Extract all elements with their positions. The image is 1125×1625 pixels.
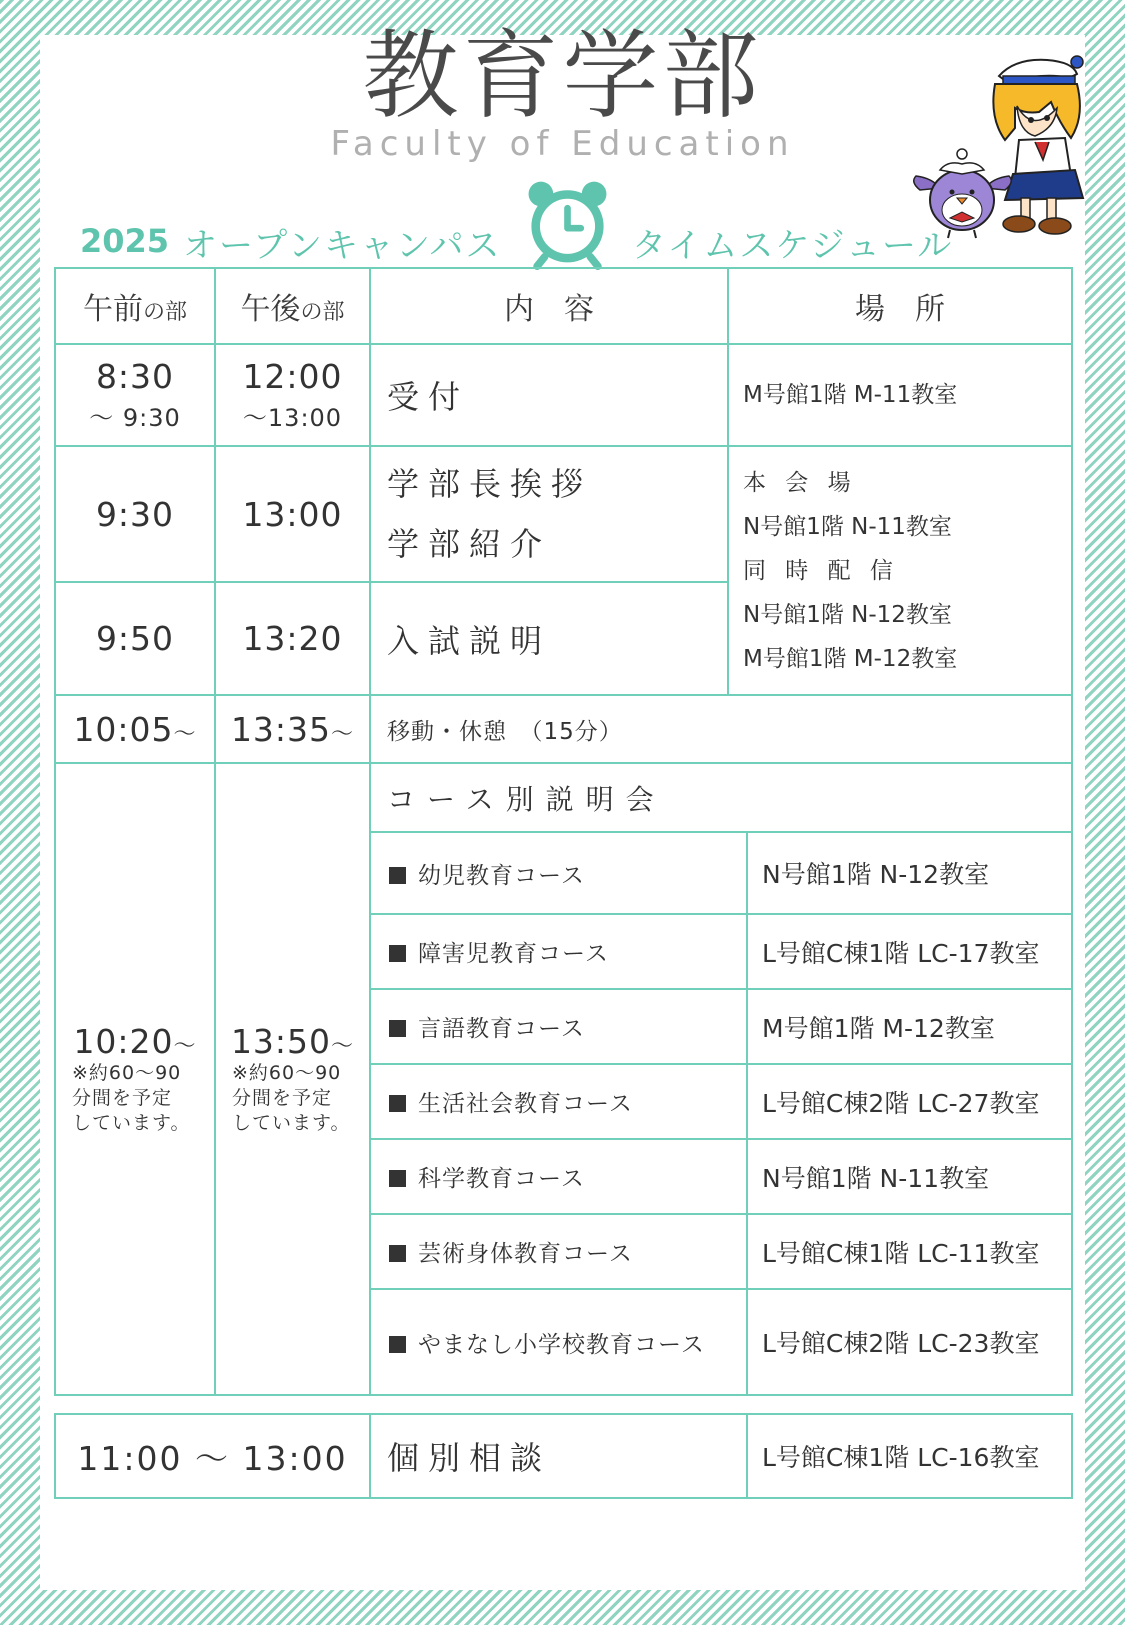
- greeting-pm-time: 13:00: [215, 446, 370, 582]
- page-title: 教育学部: [362, 20, 763, 132]
- header-am: 午前の部: [55, 268, 215, 344]
- table-row-course-heading: [55, 763, 1072, 832]
- table-row-break: [55, 695, 1072, 763]
- header-content: 内 容: [370, 268, 728, 344]
- alarm-clock-icon: [520, 175, 615, 270]
- consultation-content: 個別相談: [370, 1414, 747, 1498]
- schedule-table: [54, 267, 1073, 1396]
- bullet-square-icon: [389, 1336, 406, 1353]
- table-header-row: [55, 268, 1072, 344]
- time-schedule-label: タイムスケジュール: [632, 226, 954, 266]
- bullet-square-icon: [389, 1170, 406, 1187]
- event-year: 2025: [80, 222, 170, 260]
- bullet-square-icon: [389, 1245, 406, 1262]
- exam-am-time: 9:50: [55, 582, 215, 695]
- course-name: 科学教育コース: [370, 1139, 747, 1214]
- courses-am-time: 10:20～ ※約60～90 分間を予定 しています。: [55, 763, 215, 1395]
- break-content: 移動・休憩 （15分）: [370, 695, 1072, 763]
- course-name: 生活社会教育コース: [370, 1064, 747, 1139]
- reception-pm-time: 12:00 ～13:00: [215, 344, 370, 446]
- break-am-time: 10:05～: [55, 695, 215, 763]
- bullet-square-icon: [389, 867, 406, 884]
- table-row-greeting: [55, 446, 1072, 582]
- consultation-table: [54, 1413, 1073, 1499]
- header-pm: 午後の部: [215, 268, 370, 344]
- courses-heading: コース別説明会: [370, 763, 1072, 832]
- course-place: L号館C棟2階 LC-23教室: [747, 1289, 1072, 1395]
- courses-pm-time: 13:50～ ※約60～90 分間を予定 しています。: [215, 763, 370, 1395]
- bullet-square-icon: [389, 1020, 406, 1037]
- course-name: 幼児教育コース: [370, 832, 747, 914]
- consultation-place: L号館C棟1階 LC-16教室: [747, 1414, 1072, 1498]
- table-row-consultation: [55, 1414, 1072, 1498]
- break-pm-time: 13:35～: [215, 695, 370, 763]
- course-name: 障害児教育コース: [370, 914, 747, 989]
- header-place: 場 所: [728, 268, 1072, 344]
- exam-content: 入試説明: [370, 582, 728, 695]
- open-campus-label: オープンキャンパス: [183, 226, 502, 266]
- shared-place: 本 会 場 N号館1階 N-11教室 同 時 配 信 N号館1階 N-12教室 M号館1階 M-12教室: [728, 446, 1072, 695]
- mascot-bird: [910, 142, 1015, 242]
- exam-pm-time: 13:20: [215, 582, 370, 695]
- course-place: L号館C棟1階 LC-11教室: [747, 1214, 1072, 1289]
- reception-am-time: 8:30 ～ 9:30: [55, 344, 215, 446]
- table-row-reception: [55, 344, 1072, 446]
- course-name: 芸術身体教育コース: [370, 1214, 747, 1289]
- bullet-square-icon: [389, 945, 406, 962]
- course-place: N号館1階 N-11教室: [747, 1139, 1072, 1214]
- greeting-am-time: 9:30: [55, 446, 215, 582]
- page-subtitle: Faculty of Education: [330, 124, 795, 164]
- course-place: L号館C棟2階 LC-27教室: [747, 1064, 1072, 1139]
- reception-content: 受付: [370, 344, 728, 446]
- course-name: 言語教育コース: [370, 989, 747, 1064]
- course-place: L号館C棟1階 LC-17教室: [747, 914, 1072, 989]
- bullet-square-icon: [389, 1095, 406, 1112]
- reception-place: M号館1階 M-11教室: [728, 344, 1072, 446]
- greeting-content: 学部長挨拶 学部紹介: [370, 446, 728, 582]
- course-name: やまなし小学校教育コース: [370, 1289, 747, 1395]
- course-place: N号館1階 N-12教室: [747, 832, 1072, 914]
- course-place: M号館1階 M-12教室: [747, 989, 1072, 1064]
- consultation-time: 11:00 ～ 13:00: [55, 1414, 370, 1498]
